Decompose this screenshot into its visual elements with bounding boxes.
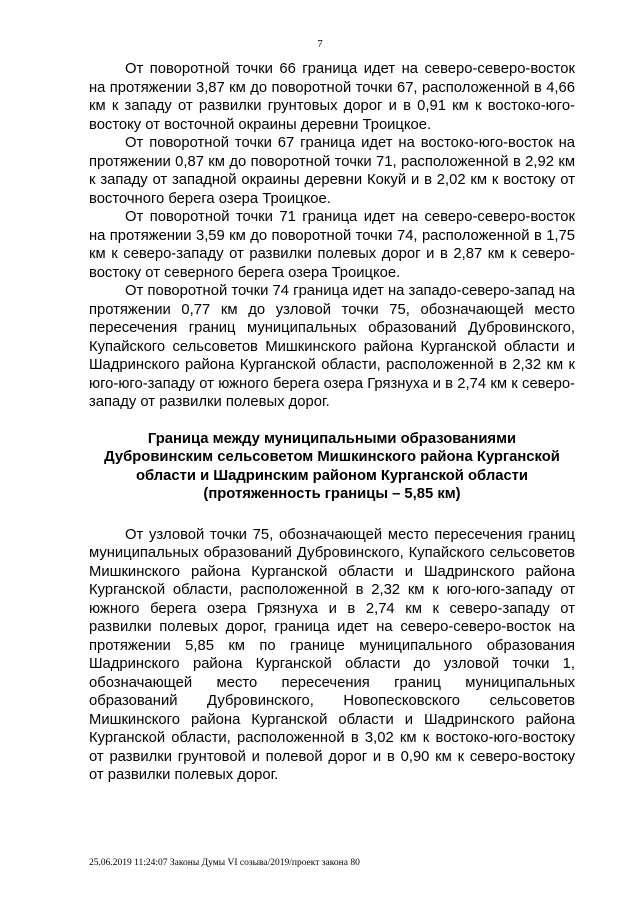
document-body [89, 60, 575, 785]
paragraph: От узловой точки 75, обозначающей место пересечения границ муниципальных образований Дубровинского, Купайского сельсоветов Мишкинского района Курганской области и Шадринского района Курганской области, расположенной в 2,32 км к юго-юго-западу от южного берега озера Грязнуха и в 2,74 км к северо-западу от развилки полевых дорог, граница идет на северо-северо-восток на протяжении 5,85 км по границе муниципального образования Шадринского района Курганской области до узловой точки 1, обозначающей место пересечения границ муниципальных образований Дубровинского, Новопесковского сельсоветов Мишкинского района Курганской области и Шадринского района Курганской области, расположенной в 3,02 км к востоко-юго-востоку от развилки грунтовой и полевой дорог и в 0,90 км к северо-востоку от развилки полевых дорог. [89, 526, 575, 783]
section-heading-line: (протяженность границы – 5,85 км) [203, 486, 461, 502]
section-heading-line: Дубровинским сельсоветом Мишкинского района Курганской [104, 449, 560, 465]
document-footer: 25.06.2019 11:24:07 Законы Думы VI созыва/2019/проект закона 80 [89, 858, 360, 868]
section-heading-line: Граница между муниципальными образованиями [147, 430, 517, 447]
page-number: 7 [317, 38, 323, 50]
section-heading-line: области и Шадринским районом Курганской области [135, 467, 529, 484]
paragraph: От поворотной точки 67 граница идет на востоко-юго-восток на протяжении 0,87 км до поворотной точки 71, расположенной в 2,92 км к западу от западной окраины деревни Кокуй и в 2,02 км к востоку от восточного берега озера Троицкое. [89, 135, 575, 207]
paragraph: От поворотной точки 74 граница идет на западо-северо-запад на протяжении 0,77 км до узловой точки 75, обозначающей место пересечения границ муниципальных образований Дубровинского, Купайского сельсоветов Мишкинского района Курганской области и Шадринского района Курганской области, расположенной в 2,32 км к юго-юго-западу от южного берега озера Грязнуха и в 2,74 км к северо-западу от развилки полевых дорог. [89, 283, 575, 410]
paragraph: От поворотной точки 71 граница идет на северо-северо-восток на протяжении 3,59 км до поворотной точки 74, расположенной в 1,75 км к северо-западу от развилки полевых дорог и в 2,87 км к северо-востоку от северного берега озера Троицкое. [89, 209, 575, 281]
paragraph: От поворотной точки 66 граница идет на северо-северо-восток на протяжении 3,87 км до поворотной точки 67, расположенной в 4,66 км к западу от развилки грунтовых дорог и в 0,91 км к востоко-юго-востоку от восточной окраины деревни Троицкое. [89, 61, 575, 133]
section-heading [89, 430, 575, 504]
